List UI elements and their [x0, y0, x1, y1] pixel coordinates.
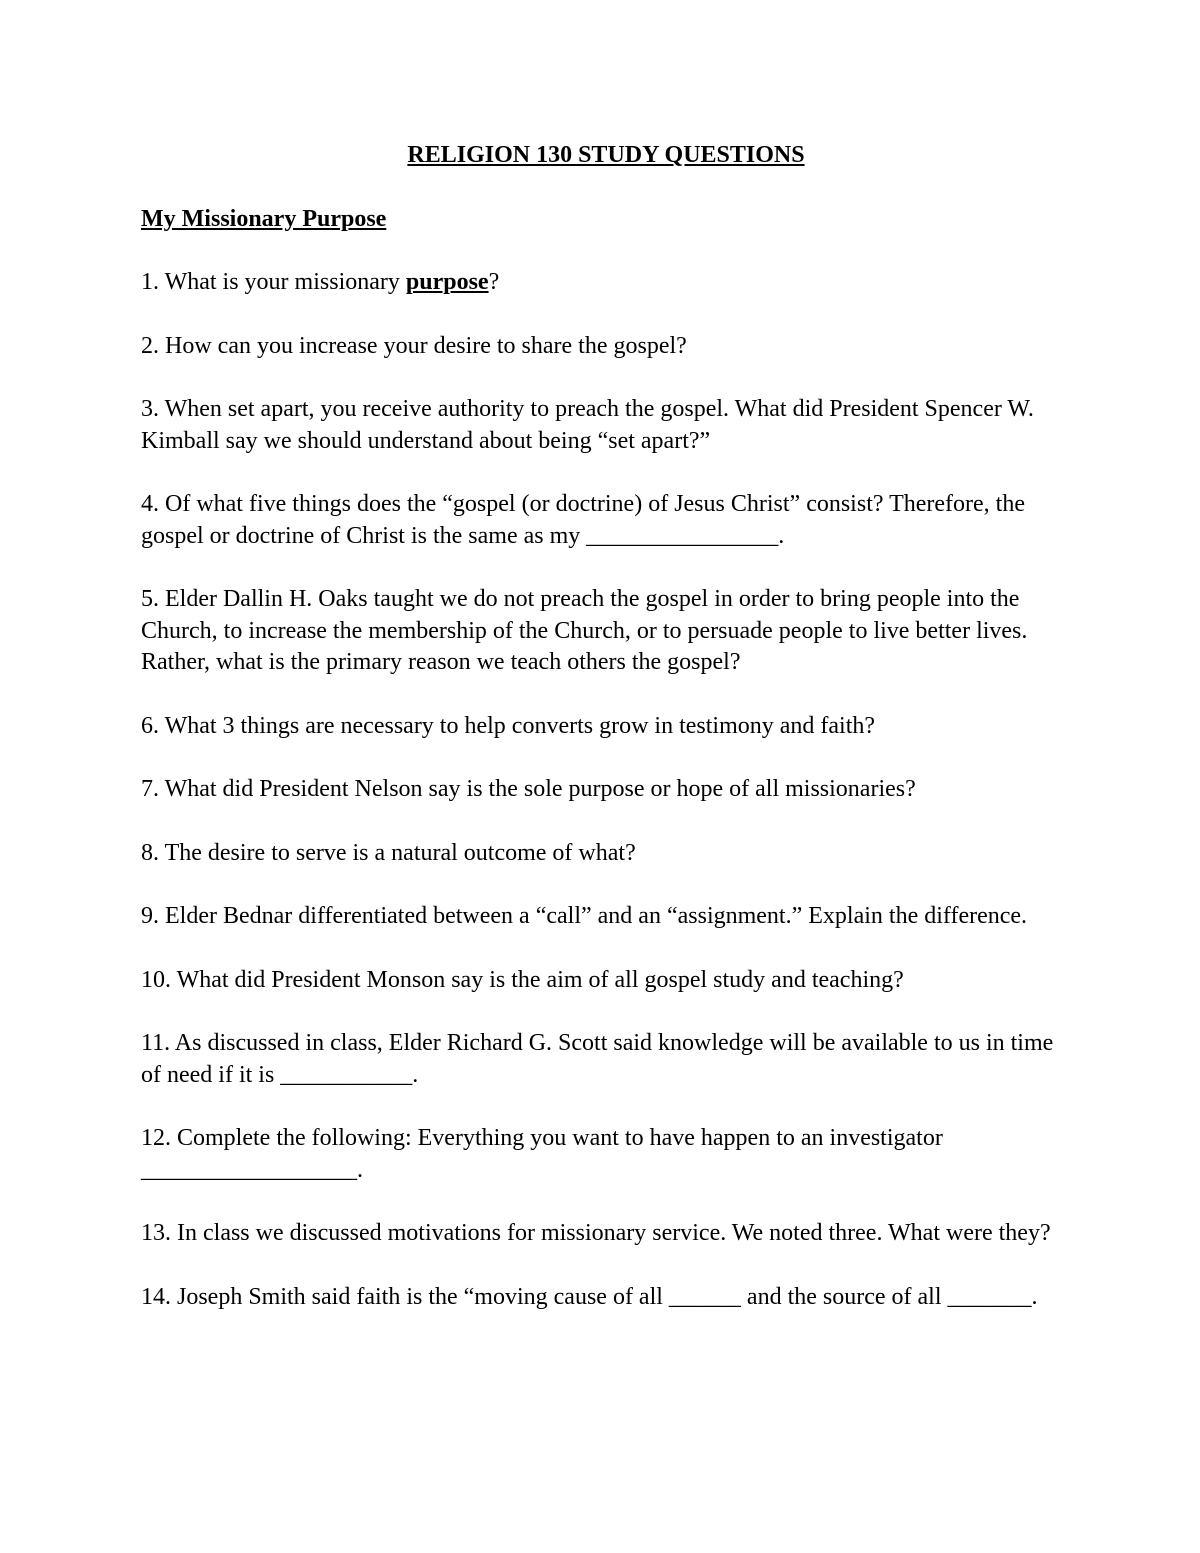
question-4	[141, 489, 1071, 552]
document-page	[141, 140, 1071, 1345]
question-number: 9.	[141, 903, 159, 929]
question-text: What did President Monson say is the aim of all gospel study and teaching?	[176, 966, 904, 993]
question-text: Joseph Smith said faith is the “moving cause of all ______ and the source of all _______.	[177, 1283, 1038, 1310]
question-number: 4.	[141, 491, 159, 517]
question-5	[141, 584, 1071, 679]
question-number: 3.	[141, 396, 159, 422]
question-number: 6.	[141, 712, 159, 739]
question-text: How can you increase your desire to share the gospel?	[165, 332, 687, 359]
question-text: Complete the following: Everything you want to have happen to an investigator __________________.	[141, 1125, 943, 1183]
question-number: 1.	[141, 269, 159, 295]
question-text: Elder Bednar differentiated between a “call” and an “assignment.” Explain the difference.	[165, 903, 1028, 929]
question-12	[141, 1123, 1071, 1186]
question-number: 13.	[141, 1220, 171, 1246]
document-title: RELIGION 130 STUDY QUESTIONS	[407, 142, 805, 168]
question-number: 14.	[141, 1283, 171, 1310]
question-text: Elder Dallin H. Oaks taught we do not preach the gospel in order to bring people into the Church, to increase the membership of the Church, or to persuade people to live better lives. Rather, what is the primary reason we teach others the gospel?	[141, 586, 1028, 675]
question-number: 5.	[141, 586, 159, 612]
question-2	[141, 331, 1071, 363]
question-text: What is your missionary	[164, 269, 406, 295]
question-9	[141, 901, 1071, 933]
question-7	[141, 774, 1071, 806]
question-number: 11.	[141, 1030, 171, 1056]
question-3	[141, 394, 1071, 457]
question-text: As discussed in class, Elder Richard G. Scott said knowledge will be available to us in time of need if it is ___________.	[141, 1030, 1054, 1088]
question-8	[141, 838, 1071, 870]
question-number: 7.	[141, 776, 159, 802]
question-number: 2.	[141, 332, 159, 359]
question-text: Of what five things does the “gospel (or doctrine) of Jesus Christ” consist? Therefore, the gospel or doctrine of Christ is the same as my ________________.	[141, 491, 1025, 549]
question-14	[141, 1282, 1071, 1314]
question-text: What did President Nelson say is the sole purpose or hope of all missionaries?	[164, 776, 916, 802]
question-text: What 3 things are necessary to help converts grow in testimony and faith?	[164, 712, 876, 739]
question-emphasis: purpose	[405, 269, 489, 295]
question-text: When set apart, you receive authority to preach the gospel. What did President Spencer W. Kimball say we should understand about being “set apart?”	[141, 396, 1034, 454]
section-title: My Missionary Purpose	[141, 205, 387, 232]
question-number: 8.	[141, 839, 159, 866]
question-6	[141, 711, 1071, 743]
question-text-end: ?	[488, 269, 500, 295]
question-10	[141, 965, 1071, 997]
question-number: 12.	[141, 1125, 171, 1151]
question-11	[141, 1028, 1071, 1091]
question-1	[141, 267, 1071, 299]
question-number: 10.	[141, 966, 171, 993]
question-text: In class we discussed motivations for missionary service. We noted three. What were they?	[177, 1220, 1051, 1246]
question-text: The desire to serve is a natural outcome of what?	[164, 839, 636, 866]
question-13	[141, 1218, 1071, 1250]
